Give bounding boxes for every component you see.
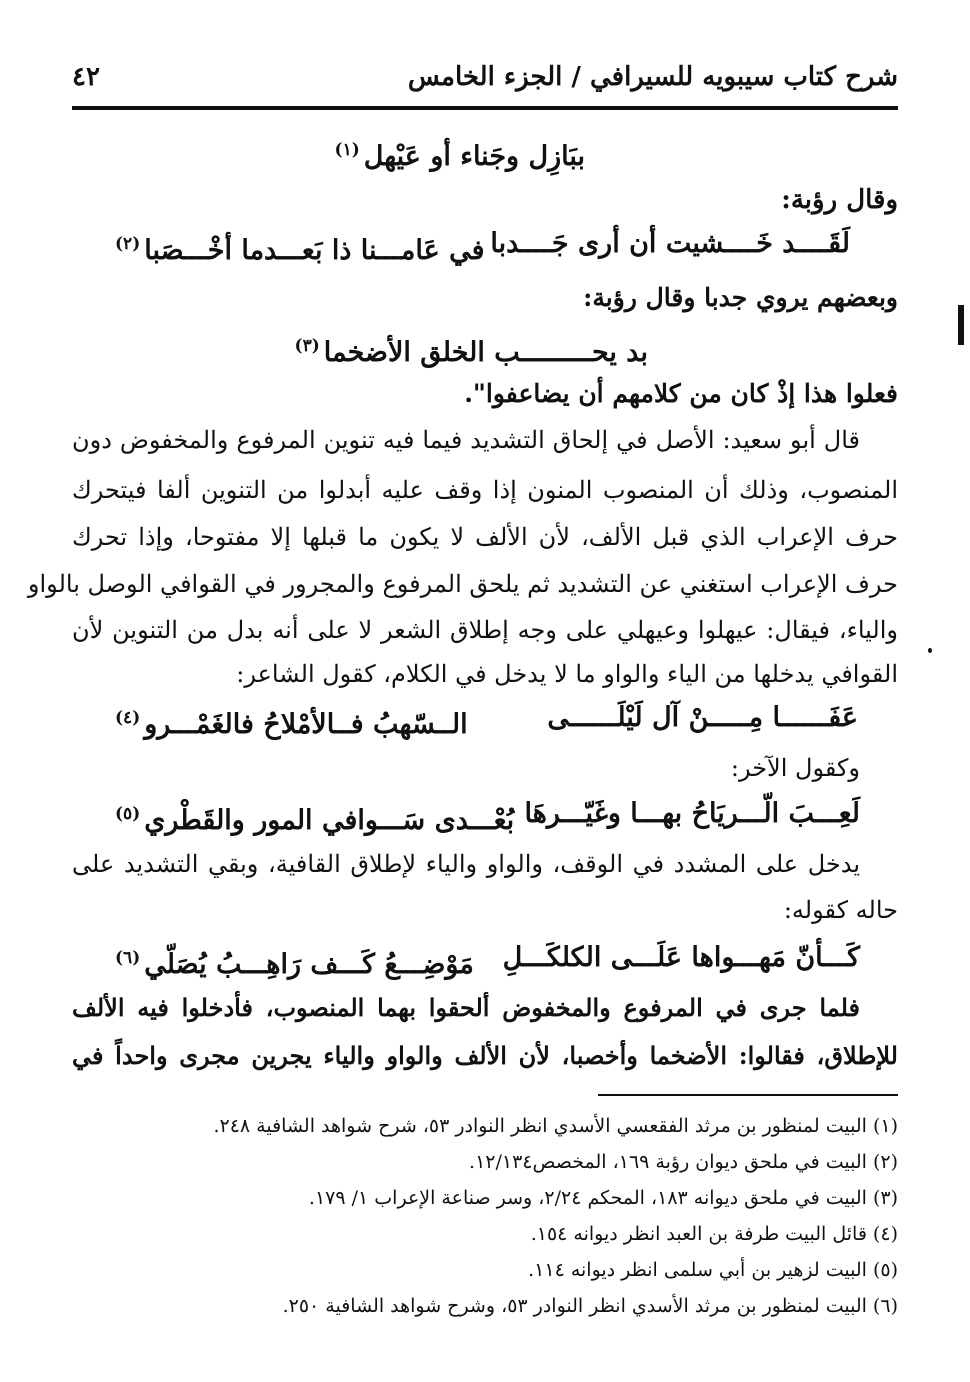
footnote-ref: (٥) [115, 804, 141, 824]
footnote: (٤) قائل البيت طرفة بن العبد انظر ديوانه ١٥٤. [530, 1223, 898, 1245]
margin-mark [958, 305, 964, 345]
verse-hemistich-1: لَعِـــبَ الّـــريَاحُ بهـــا وغَيّـــرهَا [524, 798, 860, 829]
paragraph-line: حاله كقوله: [783, 896, 898, 924]
verse-hemistich-1: عَفَــــــا مِـــــنْ آل لَيْلَــــــى [547, 702, 858, 733]
footnote: (١) البيت لمنظور بن مرثد الفقعسي الأسدي انظر النوادر ٥٣، شرح شواهد الشافية ٢٤٨. [213, 1115, 898, 1137]
footnote-ref: (١) [334, 140, 360, 160]
footnote-ref: (٦) [115, 948, 141, 968]
footnote: (٣) البيت في ملحق ديوانه ١٨٣، المحكم ٢/٢٤، وسر صناعة الإعراب ١/ ١٧٩. [308, 1187, 898, 1209]
verse-text: بد يحـــــــــب الخلق الأضخما [323, 337, 648, 368]
verse-hemistich-1: كَـــأنّ مَهـــواها عَلَـــى الكلكَـــلِ [502, 942, 860, 973]
verse-fragment [335, 124, 585, 176]
paragraph-line: فلما جرى في المرفوع والمخفوض ألحقوا بهما المنصوب، فأدخلوا فيه الألف [72, 993, 860, 1022]
verse-text: ببَازِل وجَناء أو عَيْهل [363, 141, 585, 172]
verse-hemistich-1: لَقَــــد خَــــشيت أن أرى جَــــدبا [490, 228, 850, 259]
paragraph-line: يدخل على المشدد في الوقف، والواو والياء لإطلاق القافية، وبقي التشديد على [72, 850, 860, 878]
verse-hemistich-2 [115, 692, 468, 744]
paragraph-line: القوافي يدخلها من الياء والواو ما لا يدخل في الكلام، كقول الشاعر: [236, 660, 898, 688]
verse-hemistich-2 [115, 788, 514, 840]
text-line: فعلوا هذا إذْ كان من كلامهم أن يضاعفوا". [464, 379, 898, 408]
paragraph-line: المنصوب، وذلك أن المنصوب المنون إذا وقف عليه أبدلوا من التنوين ألفا فيتحرك [72, 476, 898, 504]
paragraph-line: حرف الإعراب الذي قبل الألف، لأن الألف لا يكون ما قبلها إلا مفتوحا، وإذا تحرك [72, 523, 898, 551]
paragraph-line: حرف الإعراب استغني عن التشديد ثم يلحق المرفوع والمجرور في القوافي الوصل بالواو [27, 570, 898, 598]
verse-text: بُعْـــدى سَـــوافي المور والقَطْري [144, 805, 515, 836]
verse-text: مَوْضِـــعُ كَـــف رَاهِـــبُ يُصَلّي [144, 949, 474, 980]
footnote-ref: (٢) [115, 234, 141, 254]
header-rule [72, 106, 898, 110]
page-header [72, 58, 898, 108]
verse-fragment [295, 320, 648, 372]
footnote: (٥) البيت لزهير بن أبي سلمى انظر ديوانه ١١٤. [528, 1259, 898, 1281]
footnote: (٢) البيت في ملحق ديوان رؤبة ١٦٩، المخصص١٢/١٣٤. [469, 1151, 898, 1173]
paragraph-line: والياء، فيقال: عيهلوا وعيهلي على وجه إطلاق الشعر لا على أنه بدل من التنوين لأن [72, 616, 898, 644]
paragraph-line: للإطلاق، فقالوا: الأضخما وأخصبا، لأن الألف والواو والياء يجرين مجرى واحداً في [72, 1041, 898, 1070]
text-line: وبعضهم يروي جدبا وقال رؤبة: [583, 283, 898, 312]
verse-text: الــسّهبُ فــالأمْلاحُ فالغَمْـــرو [144, 709, 468, 740]
footnote-ref: (٤) [115, 708, 141, 728]
verse-hemistich-2 [115, 218, 485, 270]
intro-line: وقال رؤبة: [781, 185, 898, 215]
speck [928, 648, 932, 653]
running-title: شرح كتاب سيبويه للسيرافي / الجزء الخامس [407, 62, 898, 92]
text-line: وكقول الآخر: [730, 754, 860, 782]
verse-text: في عَامـــنا ذا بَعـــدما أخْـــصَبا [144, 235, 485, 266]
verse-hemistich-2 [115, 932, 474, 984]
footnote-rule [598, 1094, 898, 1096]
footnote: (٦) البيت لمنظور بن مرثد الأسدي انظر النوادر ٥٣، وشرح شواهد الشافية ٢٥٠. [282, 1295, 898, 1317]
footnote-ref: (٣) [294, 336, 320, 356]
page-number: ٤٢ [72, 62, 100, 92]
paragraph-line: قال أبو سعيد: الأصل في إلحاق التشديد فيما فيه تنوين المرفوع والمخفوض دون [72, 426, 860, 454]
